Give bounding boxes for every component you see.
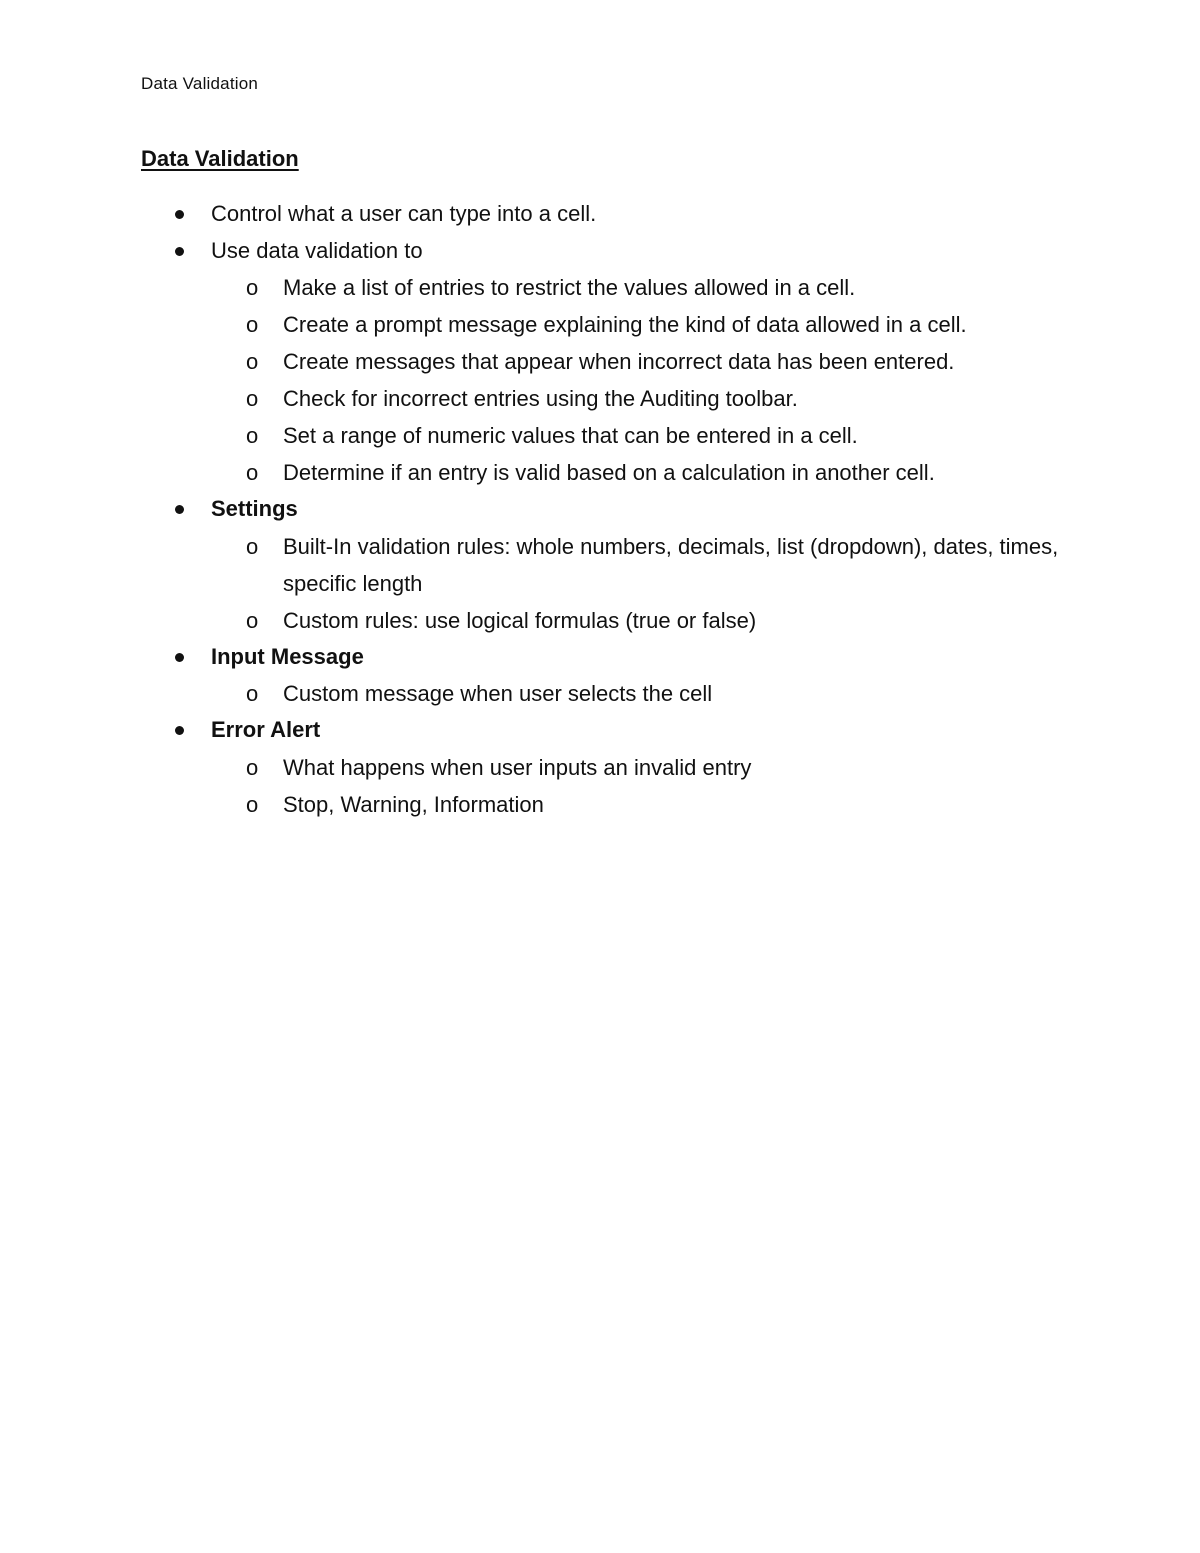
hollow-circle-bullet-icon: o <box>246 386 259 411</box>
hollow-circle-bullet-icon: o <box>246 275 259 300</box>
bullet-dot-icon <box>175 726 184 735</box>
sub-list-item <box>0 786 1200 823</box>
outline-item-label: Control what a user can type into a cell. <box>211 201 597 226</box>
sub-list-item <box>0 528 1200 602</box>
hollow-circle-bullet-icon: o <box>246 681 259 706</box>
sub-list-item-label: What happens when user inputs an invalid entry <box>283 754 752 780</box>
sub-list <box>211 749 1200 823</box>
page-title: Data Validation <box>141 146 299 171</box>
sub-list-item-label: Stop, Warning, Information <box>283 791 544 817</box>
outline-item <box>0 712 1200 823</box>
sub-list-item <box>0 602 1200 639</box>
outline-item <box>0 491 1200 639</box>
bullet-dot-icon <box>175 653 184 662</box>
hollow-circle-bullet-icon: o <box>246 754 259 780</box>
hollow-circle-bullet-icon: o <box>246 312 259 337</box>
outline-item-label: Error Alert <box>211 717 321 742</box>
sub-list-item-label: Set a range of numeric values that can be entered in a cell. <box>283 423 858 448</box>
hollow-circle-bullet-icon: o <box>246 533 259 559</box>
running-header: Data Validation <box>141 74 259 93</box>
bullet-dot-icon <box>175 247 184 256</box>
outline-item-label: Use data validation to <box>211 237 423 263</box>
hollow-circle-bullet-icon: o <box>246 607 259 633</box>
outline-item-label: Settings <box>211 496 298 521</box>
sub-list-item <box>0 380 1200 417</box>
sub-list-item-label: Custom message when user selects the cell <box>283 681 713 706</box>
sub-list-item-label: Create a prompt message explaining the kind of data allowed in a cell. <box>283 312 967 337</box>
sub-list-item <box>0 343 1200 380</box>
sub-list-item-label: Custom rules: use logical formulas (true or false) <box>283 607 757 633</box>
outline-item-label: Input Message <box>211 643 364 669</box>
sub-list-item-label: Create messages that appear when incorrect data has been entered. <box>283 349 955 374</box>
outline-item <box>0 639 1200 713</box>
sub-list-item <box>0 675 1200 712</box>
sub-list <box>211 269 1200 491</box>
outline-item <box>0 233 1200 492</box>
sub-list <box>211 528 1200 639</box>
sub-list-item <box>0 454 1200 491</box>
sub-list-item <box>0 306 1200 343</box>
hollow-circle-bullet-icon: o <box>246 349 259 374</box>
hollow-circle-bullet-icon: o <box>246 460 259 485</box>
sub-list-item <box>0 417 1200 454</box>
bullet-dot-icon <box>175 505 184 514</box>
sub-list-item-label: Make a list of entries to restrict the values allowed in a cell. <box>283 275 856 300</box>
bullet-outline <box>0 196 1200 823</box>
bullet-dot-icon <box>175 210 184 219</box>
hollow-circle-bullet-icon: o <box>246 423 259 448</box>
sub-list-item <box>0 269 1200 306</box>
sub-list-item-label: Check for incorrect entries using the Auditing toolbar. <box>283 386 798 411</box>
sub-list-item-label: Built-In validation rules: whole numbers, decimals, list (dropdown), dates, times, specific length <box>283 533 1059 596</box>
hollow-circle-bullet-icon: o <box>246 791 259 817</box>
outline-item <box>0 196 1200 233</box>
sub-list-item-label: Determine if an entry is valid based on a calculation in another cell. <box>283 460 935 485</box>
sub-list-item <box>0 749 1200 786</box>
sub-list <box>211 675 1200 712</box>
